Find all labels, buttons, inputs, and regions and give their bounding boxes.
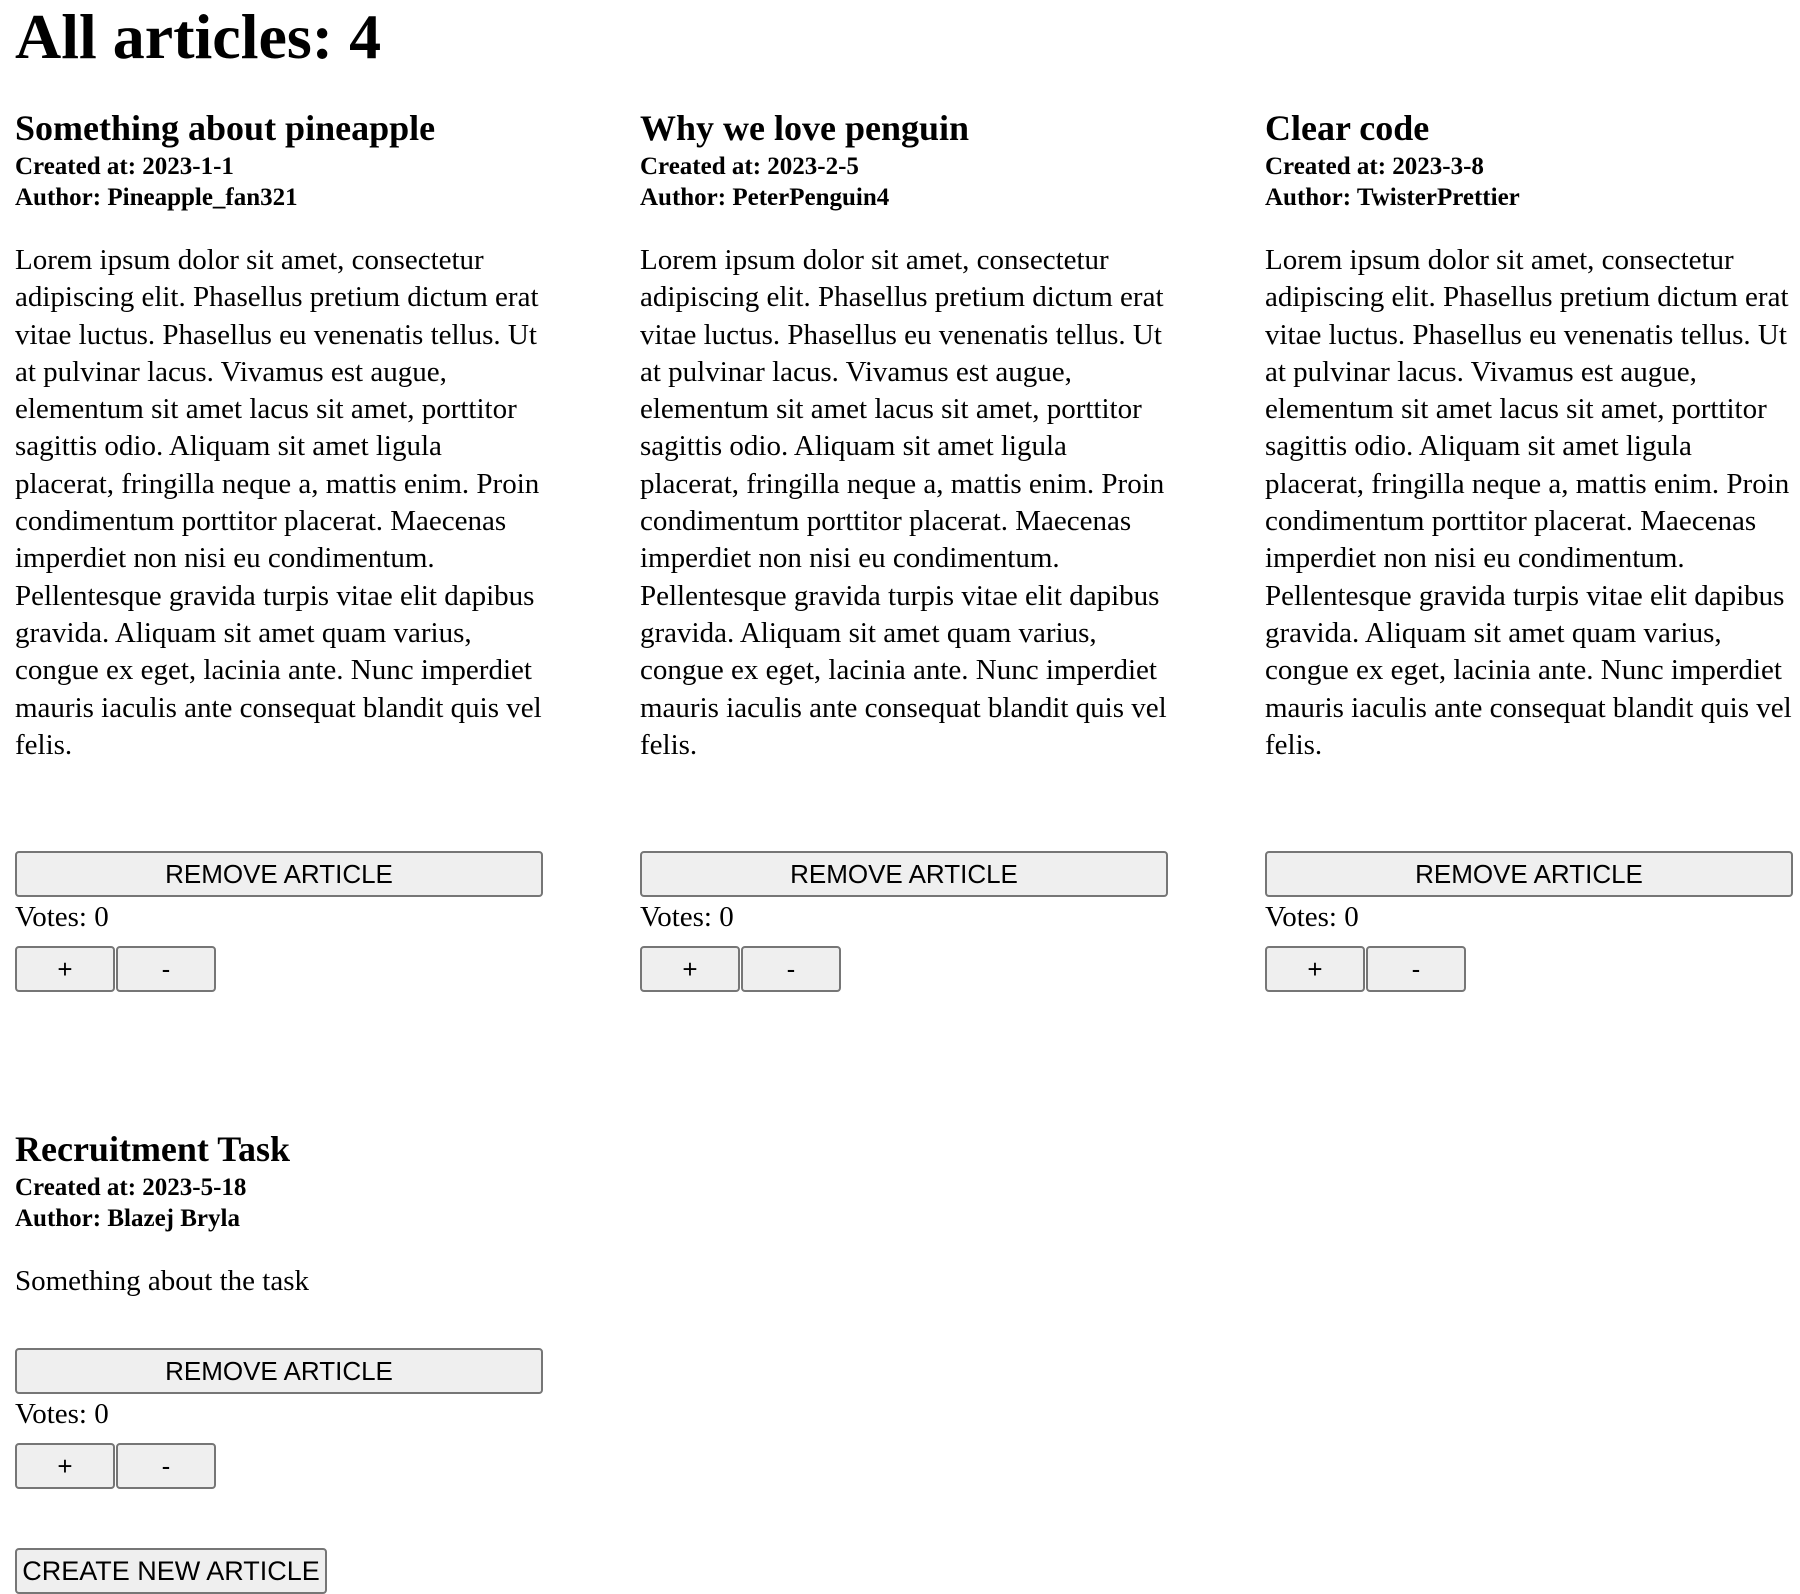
downvote-button[interactable]: - [741, 946, 841, 992]
article-author: Author: TwisterPrettier [1265, 184, 1520, 211]
upvote-button[interactable]: + [1265, 946, 1365, 992]
article-created-date: Created at: 2023-5-18 [15, 1174, 247, 1201]
article-card [1265, 110, 1793, 992]
vote-controls [15, 1443, 543, 1489]
votes-count: Votes: 0 [640, 901, 734, 933]
remove-article-button[interactable]: REMOVE ARTICLE [15, 851, 543, 897]
article-created-date: Created at: 2023-3-8 [1265, 153, 1484, 180]
remove-article-button[interactable]: REMOVE ARTICLE [1265, 851, 1793, 897]
article-author: Author: Pineapple_fan321 [15, 184, 298, 211]
upvote-button[interactable]: + [15, 946, 115, 992]
article-card [15, 110, 543, 992]
article-body: Lorem ipsum dolor sit amet, consectetur adipiscing elit. Phasellus pretium dictum erat vitae luctus. Phasellus eu venenatis tellus. Ut at pulvinar lacus. Vivamus est augue, elementum sit amet lacus sit amet, porttitor sagittis odio. Aliquam sit amet ligula placerat, fringilla neque a, mattis enim. Proin condimentum porttitor placerat. Maecenas imperdiet non nisi eu condimentum. Pellentesque gravida turpis vitae elit dapibus gravida. Aliquam sit amet quam varius, congue ex eget, lacinia ante. Nunc imperdiet mauris iaculis ante consequat blandit quis vel felis. [15, 244, 542, 761]
vote-controls [15, 946, 543, 992]
article-title: Clear code [1265, 108, 1430, 148]
votes-count: Votes: 0 [15, 901, 109, 933]
votes-count: Votes: 0 [15, 1398, 109, 1430]
article-title: Why we love penguin [640, 108, 970, 148]
article-created-date: Created at: 2023-1-1 [15, 153, 234, 180]
downvote-button[interactable]: - [1366, 946, 1466, 992]
article-body: Lorem ipsum dolor sit amet, consectetur adipiscing elit. Phasellus pretium dictum erat vitae luctus. Phasellus eu venenatis tellus. Ut at pulvinar lacus. Vivamus est augue, elementum sit amet lacus sit amet, porttitor sagittis odio. Aliquam sit amet ligula placerat, fringilla neque a, mattis enim. Proin condimentum porttitor placerat. Maecenas imperdiet non nisi eu condimentum. Pellentesque gravida turpis vitae elit dapibus gravida. Aliquam sit amet quam varius, congue ex eget, lacinia ante. Nunc imperdiet mauris iaculis ante consequat blandit quis vel felis. [640, 244, 1167, 761]
downvote-button[interactable]: - [116, 1443, 216, 1489]
remove-article-button[interactable]: REMOVE ARTICLE [15, 1348, 543, 1394]
article-title: Something about pineapple [15, 108, 436, 148]
article-body: Lorem ipsum dolor sit amet, consectetur adipiscing elit. Phasellus pretium dictum erat vitae luctus. Phasellus eu venenatis tellus. Ut at pulvinar lacus. Vivamus est augue, elementum sit amet lacus sit amet, porttitor sagittis odio. Aliquam sit amet ligula placerat, fringilla neque a, mattis enim. Proin condimentum porttitor placerat. Maecenas imperdiet non nisi eu condimentum. Pellentesque gravida turpis vitae elit dapibus gravida. Aliquam sit amet quam varius, congue ex eget, lacinia ante. Nunc imperdiet mauris iaculis ante consequat blandit quis vel felis. [1265, 244, 1792, 761]
vote-controls [1265, 946, 1793, 992]
article-card [640, 110, 1168, 992]
upvote-button[interactable]: + [15, 1443, 115, 1489]
create-new-article-button[interactable]: CREATE NEW ARTICLE [15, 1548, 327, 1594]
downvote-button[interactable]: - [116, 946, 216, 992]
article-author: Author: Blazej Bryla [15, 1205, 240, 1232]
votes-count: Votes: 0 [1265, 901, 1359, 933]
article-created-date: Created at: 2023-2-5 [640, 153, 859, 180]
page-title: All articles: 4 [15, 1, 382, 72]
article-title: Recruitment Task [15, 1129, 291, 1169]
vote-controls [640, 946, 1168, 992]
article-card [15, 1131, 543, 1489]
article-body: Something about the task [15, 1265, 309, 1297]
upvote-button[interactable]: + [640, 946, 740, 992]
article-author: Author: PeterPenguin4 [640, 184, 890, 211]
remove-article-button[interactable]: REMOVE ARTICLE [640, 851, 1168, 897]
